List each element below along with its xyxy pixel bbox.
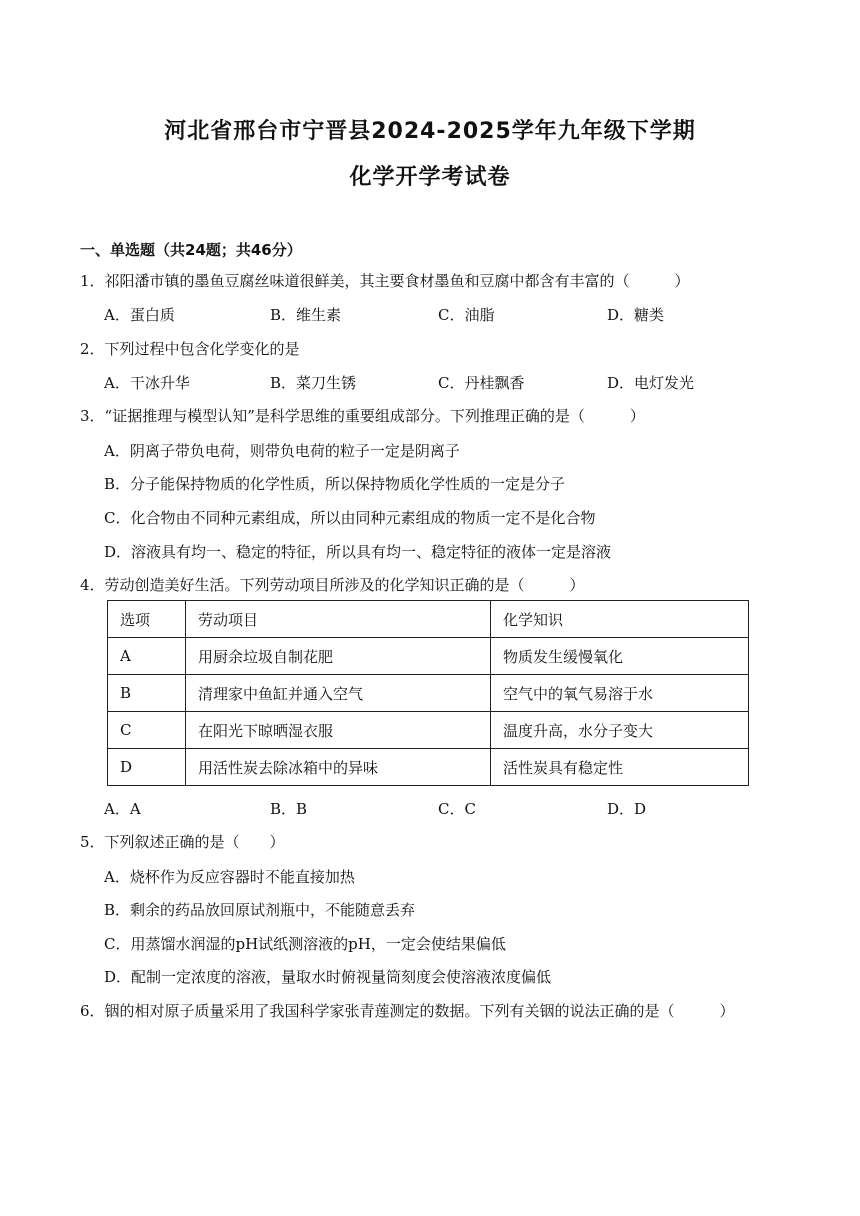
question-3-stem: 3．“证据推理与模型认知”是科学思维的重要组成部分。下列推理正确的是（ ）: [80, 407, 645, 425]
question-5-option-c: C．用蒸馏水润湿的pH试纸测溶液的pH，一定会使结果偏低: [104, 935, 506, 953]
question-4-option-a: A．A: [104, 800, 141, 818]
table-cell: 用活性炭去除冰箱中的异味: [186, 749, 491, 786]
question-4-option-c: C．C: [438, 800, 476, 818]
table-cell: 清理家中鱼缸并通入空气: [186, 675, 491, 712]
question-1-option-a: A．蛋白质: [104, 306, 175, 324]
question-5-option-a: A．烧杯作为反应容器时不能直接加热: [104, 868, 355, 886]
question-4-option-d: D．D: [607, 800, 647, 818]
table-cell: 用厨余垃圾自制花肥: [186, 638, 491, 675]
table-header-row: [108, 601, 749, 638]
table-row: [108, 675, 749, 712]
question-2-stem: 2．下列过程中包含化学变化的是: [80, 340, 300, 358]
table-cell: 活性炭具有稳定性: [491, 749, 749, 786]
table-cell: 物质发生缓慢氧化: [491, 638, 749, 675]
question-1-option-c: C．油脂: [438, 306, 495, 324]
table-cell: C: [108, 712, 186, 749]
table-header-cell: 劳动项目: [186, 601, 491, 638]
table-cell: B: [108, 675, 186, 712]
question-3-option-d: D．溶液具有均一、稳定的特征，所以具有均一、稳定特征的液体一定是溶液: [104, 543, 612, 561]
question-2-option-c: C．丹桂飘香: [438, 374, 525, 392]
question-1-option-d: D．糖类: [607, 306, 665, 324]
table-header-cell: 选项: [108, 601, 186, 638]
question-4-stem: 4．劳动创造美好生活。下列劳动项目所涉及的化学知识正确的是（ ）: [80, 576, 585, 594]
table-row: [108, 749, 749, 786]
question-4-table: [107, 600, 749, 786]
question-2-option-b: B．菜刀生锈: [270, 374, 357, 392]
table-row: [108, 712, 749, 749]
table-cell: 空气中的氧气易溶于水: [491, 675, 749, 712]
section-heading: 一、单选题（共24题；共46分）: [80, 241, 302, 259]
table-cell: 温度升高，水分子变大: [491, 712, 749, 749]
question-1-option-b: B．维生素: [270, 306, 342, 324]
question-2-option-d: D．电灯发光: [607, 374, 695, 392]
question-5-option-d: D．配制一定浓度的溶液，量取水时俯视量筒刻度会使溶液浓度偏低: [104, 968, 552, 986]
table-cell: A: [108, 638, 186, 675]
table-row: [108, 638, 749, 675]
question-5-option-b: B．剩余的药品放回原试剂瓶中，不能随意丢弃: [104, 901, 416, 919]
question-4-option-b: B．B: [270, 800, 308, 818]
question-1-stem: 1．祁阳潘市镇的墨鱼豆腐丝味道很鲜美，其主要食材墨鱼和豆腐中都含有丰富的（ ）: [80, 272, 690, 290]
table-header-cell: 化学知识: [491, 601, 749, 638]
question-6-stem: 6．铟的相对原子质量采用了我国科学家张青莲测定的数据。下列有关铟的说法正确的是（ ）: [80, 1002, 735, 1020]
table-cell: D: [108, 749, 186, 786]
table-cell: 在阳光下晾晒湿衣服: [186, 712, 491, 749]
exam-title-line1: 河北省邢台市宁晋县2024-2025学年九年级下学期: [164, 119, 696, 144]
question-3-option-b: B．分子能保持物质的化学性质，所以保持物质化学性质的一定是分子: [104, 475, 566, 493]
question-2-option-a: A．干冰升华: [104, 374, 190, 392]
question-3-option-a: A．阴离子带负电荷，则带负电荷的粒子一定是阴离子: [104, 442, 460, 460]
question-5-stem: 5．下列叙述正确的是（ ）: [80, 833, 285, 851]
exam-title-line2: 化学开学考试卷: [349, 165, 511, 190]
question-3-option-c: C．化合物由不同种元素组成，所以由同种元素组成的物质一定不是化合物: [104, 509, 596, 527]
